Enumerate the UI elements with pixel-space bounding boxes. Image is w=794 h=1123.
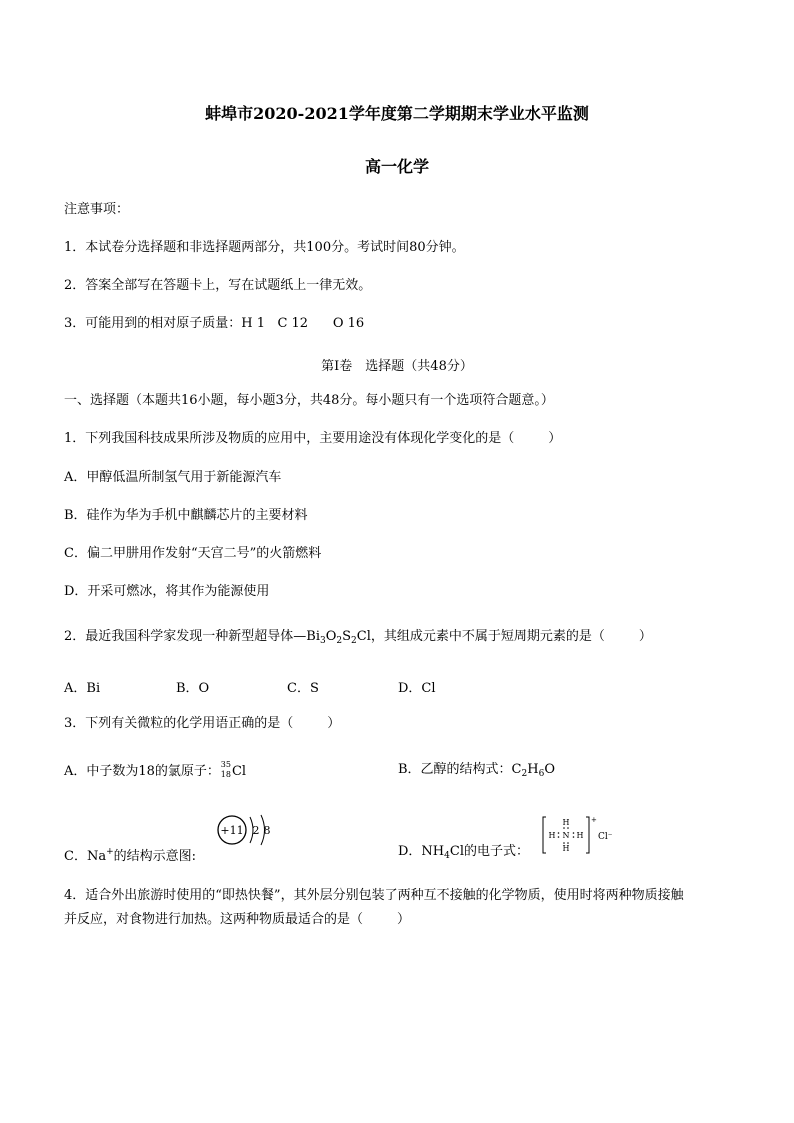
q4-stem-text: 并反应，对食物进行加热。这两种物质最适合的是（: [64, 912, 364, 927]
mass-h: H 1: [241, 316, 266, 331]
subject-title: 高一化学: [364, 157, 429, 176]
q4-stem-line-1: 4．适合外出旅游时使用的“即热快餐”，其外层分别包装了两种互不接触的化学物质，使用时将两种物质接触: [64, 888, 684, 903]
q3-option-b-text: B．乙醇的结构式：C: [398, 762, 522, 777]
hydrogen-bottom: H: [562, 844, 570, 853]
q2-stem-suffix: ，其组成元素中不属于短周期元素的是（: [370, 629, 605, 644]
hydrogen-top: H: [562, 818, 570, 827]
q3-option-c: [64, 843, 196, 866]
q3-option-a-text: A．中子数为18的氯原子：: [64, 764, 220, 779]
note-1: 1．本试卷分选择题和非选择题两部分，共100分。考试时间80分钟。: [64, 240, 465, 255]
q3-option-d: [398, 843, 529, 865]
q3-option-b: [398, 761, 555, 783]
shell-2-electrons: 8: [263, 824, 271, 837]
mass-number: 35: [220, 760, 231, 769]
isotope-notation: [220, 761, 232, 779]
mass-c: C 12: [277, 316, 309, 331]
q3-option-d-prefix: D．NH: [398, 844, 445, 859]
q1-option-b: B．硅作为华为手机中麒麟芯片的主要材料: [64, 508, 308, 523]
mass-o: O 16: [332, 316, 365, 331]
formula-h: H: [527, 762, 539, 777]
nitrogen: N: [562, 831, 570, 840]
q1-stem: [64, 430, 561, 448]
formula-o: O: [544, 762, 555, 777]
q2-close-paren: ）: [638, 629, 652, 644]
sub-2: 2: [351, 636, 357, 646]
sub-6: 6: [538, 769, 545, 779]
left-bracket: [543, 817, 546, 853]
q3-option-a: [64, 761, 246, 781]
element-cl: Cl: [231, 764, 247, 779]
sub-2: 2: [521, 769, 528, 779]
section-title: 第I卷 选择题（共48分）: [321, 359, 473, 374]
hydrogen-left: H: [548, 831, 556, 840]
electron-dot: [567, 827, 569, 829]
formula-o: O: [325, 629, 337, 644]
charge-plus: +: [106, 847, 114, 857]
q1-option-c: C．偏二甲肼用作发射“天宫二号”的火箭燃料: [64, 546, 322, 561]
na-ion-structure-diagram: [214, 812, 278, 852]
q4-stem-line-2: [64, 911, 410, 929]
q1-option-a: A．甲醇低温所制氢气用于新能源汽车: [64, 470, 282, 485]
electron-dot: [563, 827, 565, 829]
section-instructions: 一、选择题（本题共16小题，每小题3分，共48分。每小题只有一个选项符合题意。）: [64, 393, 554, 408]
sub-4: 4: [444, 851, 450, 861]
q2-stem: [64, 628, 652, 650]
note-3: [64, 315, 364, 333]
q1-stem-text: 1．下列我国科技成果所涉及物质的应用中，主要用途没有体现化学变化的是（: [64, 431, 515, 446]
q2-option-a: A．Bi: [64, 681, 101, 696]
nucleus-charge: +11: [220, 824, 244, 837]
note-3-prefix: 3．可能用到的相对原子质量：: [64, 316, 242, 331]
q3-close-paren: ）: [327, 716, 341, 731]
electron-dot: [567, 842, 569, 844]
atomic-number: 18: [220, 770, 231, 779]
formula-cl: Cl: [356, 629, 371, 644]
electron-dot: [573, 832, 575, 834]
nh4cl-electron-formula: [541, 815, 621, 857]
q3-stem: [64, 715, 340, 733]
hydrogen-right: H: [576, 831, 584, 840]
notes-heading: 注意事项：: [64, 202, 130, 217]
exam-title: 蚌埠市2020-2021学年度第二学期期末学业水平监测: [205, 104, 589, 123]
q2-option-b: B．O: [176, 681, 210, 696]
electron-dot: [573, 836, 575, 838]
q3-option-c-prefix: C．Na: [64, 849, 107, 864]
q3-stem-text: 3．下列有关微粒的化学用语正确的是（: [64, 716, 294, 731]
q3-option-c-suffix: 的结构示意图:: [113, 849, 197, 864]
right-bracket: [586, 817, 589, 853]
sub-2: 2: [336, 636, 343, 646]
chloride-ion: Cl⁻: [598, 832, 613, 842]
q2-option-c: C．S: [287, 681, 319, 696]
shell-1-electrons: 2: [252, 824, 260, 837]
formula-s: S: [342, 629, 352, 644]
ion-charge-plus: +: [591, 816, 597, 824]
q1-close-paren: ）: [548, 431, 562, 446]
electron-dot: [558, 832, 560, 834]
q2-stem-prefix: 2．最近我国科学家发现一种新型超导体—Bi: [64, 629, 320, 644]
note-2: 2．答案全部写在答题卡上，写在试题纸上一律无效。: [64, 278, 372, 293]
electron-dot: [563, 842, 565, 844]
q4-close-paren: ）: [397, 912, 411, 927]
q3-option-d-suffix: Cl的电子式：: [449, 844, 529, 859]
q2-option-d: D．Cl: [398, 681, 436, 696]
electron-dot: [558, 836, 560, 838]
q1-option-d: D．开采可燃冰，将其作为能源使用: [64, 584, 270, 599]
sub-3: 3: [319, 636, 326, 646]
